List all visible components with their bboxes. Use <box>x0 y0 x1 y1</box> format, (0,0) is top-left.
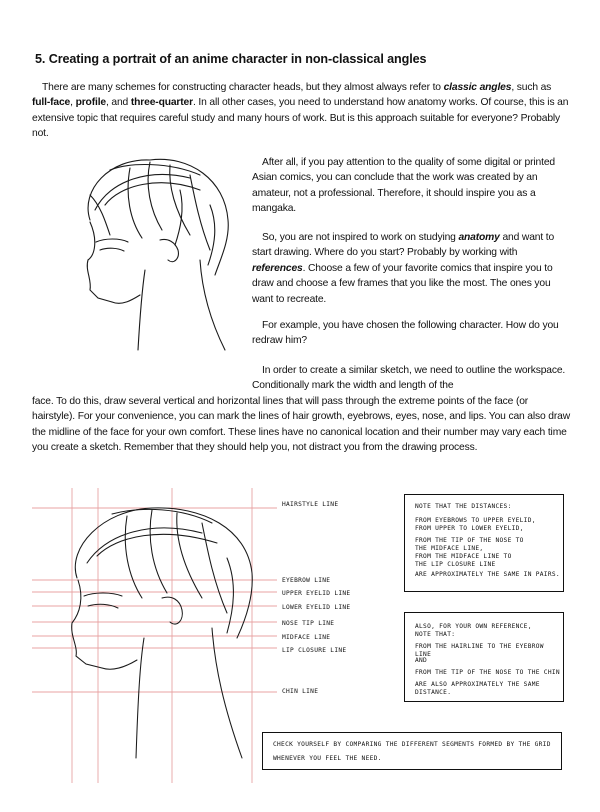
anime-head-sketch <box>50 150 245 355</box>
chin-line-label: CHIN LINE <box>282 688 319 695</box>
note-box-reference <box>404 612 564 702</box>
paragraph-4: In order to create a similar sketch, we need to outline the workspace. Conditionally mark the width and length of the <box>252 365 566 392</box>
note1-line2: FROM EYEBROWS TO UPPER EYELID, FROM UPPER TO LOWER EYELID, <box>415 517 536 532</box>
hairstyle-line-label: HAIRSTYLE LINE <box>282 501 339 508</box>
note2-line4: FROM THE TIP OF THE NOSE TO THE CHIN <box>415 669 560 676</box>
paragraph-5: face. To do this, draw several vertical and horizontal lines that will pass through the extreme points of the face (or hairstyle). For your convenience, you can mark the lines of hair growth, eyebrows, eyes, nose, and lips. You can also draw the midline of the face for your own comfort. These lines have no canonical location and their number may vary each time you create a sketch. Remember that they should help you, not distract you from the drawing process. <box>32 396 571 454</box>
paragraph-2: So, you are not inspired to work on studying anatomy and want to start drawing. Where do you start? Probably by working with references. Choose a few of your favorite comics that inspire you to draw and choose a few frames that you like the most. The ones you want to recreate. <box>252 232 555 305</box>
note3-line2: WHENEVER YOU FEEL THE NEED. <box>273 755 382 762</box>
note2-line1: ALSO, FOR YOUR OWN REFERENCE, NOTE THAT: <box>415 623 532 638</box>
note1-line3: FROM THE TIP OF THE NOSE TO THE MIDFACE LINE, FROM THE MIDFACE LINE TO THE LIP CLOSURE LINE <box>415 537 524 568</box>
paragraph-3: For example, you have chosen the following character. How do you redraw him? <box>252 320 559 347</box>
nose-tip-line-label: NOSE TIP LINE <box>282 620 335 627</box>
paragraph-1: After all, if you pay attention to the quality of some digital or printed Asian comics, you can conclude that the work was created by an amateur, not a professional. Therefore, it should inspire you as a mangaka. <box>252 157 555 215</box>
note2-line2: FROM THE HAIRLINE TO THE EYEBROW LINE <box>415 643 544 658</box>
section-title: 5. Creating a portrait of an anime character in non-classical angles <box>35 52 427 66</box>
eyebrow-line-label: EYEBROW LINE <box>282 577 331 584</box>
note1-line1: NOTE THAT THE DISTANCES: <box>415 503 512 510</box>
grid-sketch <box>32 488 277 783</box>
lower-eyelid-line-label: LOWER EYELID LINE <box>282 604 351 611</box>
midface-line-label: MIDFACE LINE <box>282 634 331 641</box>
note-box-check <box>262 732 562 770</box>
lip-closure-line-label: LIP CLOSURE LINE <box>282 647 347 654</box>
note2-line5: ARE ALSO APPROXIMATELY THE SAME DISTANCE. <box>415 681 540 696</box>
note-box-distances <box>404 494 564 592</box>
note2-line3: AND <box>415 657 428 664</box>
intro-paragraph: There are many schemes for constructing character heads, but they almost always refer to classic angles, such as full-face, profile, and three-quarter. In all other cases, you need to understand how anatomy works. Of course, this is an extensive topic that requires careful study and many hours of work. But is this approach suitable for everyone? Probably not. <box>32 82 569 140</box>
upper-eyelid-line-label: UPPER EYELID LINE <box>282 590 351 597</box>
note1-line4: ARE APPROXIMATELY THE SAME IN PAIRS. <box>415 571 560 578</box>
note3-line1: CHECK YOURSELF BY COMPARING THE DIFFERENT SEGMENTS FORMED BY THE GRID <box>273 741 551 748</box>
